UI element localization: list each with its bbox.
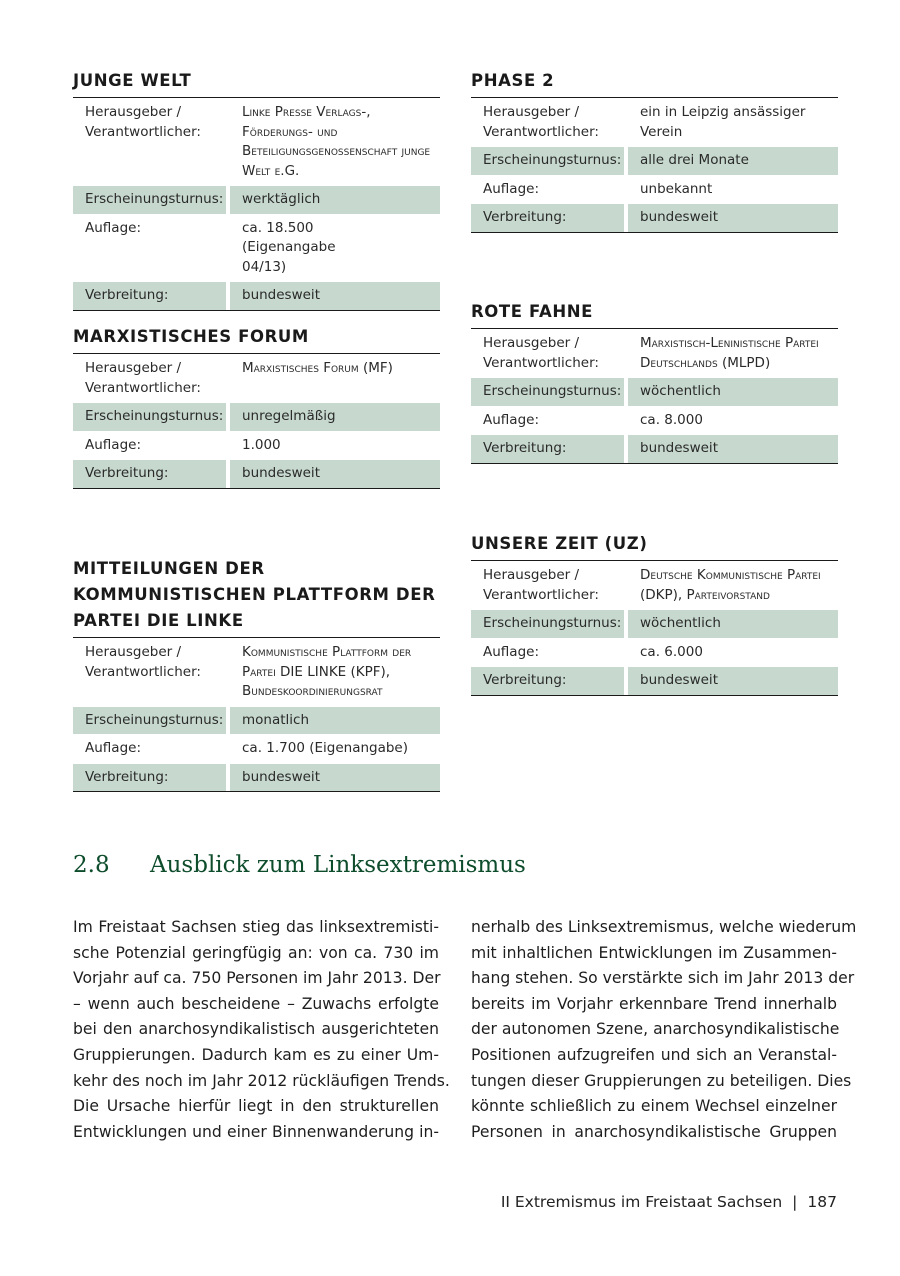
body-column-left [73,915,450,1145]
row-key: Erscheinungsturnus: [471,147,624,175]
text-line: tungen dieser Gruppierungen zu beteiligen. Dies [471,1071,852,1090]
row-value: Marxistisch-Leninistische Partei Deutschlands (MLPD) [640,335,819,371]
row-value: werktäglich [230,186,440,214]
box-title: JUNGE WELT [73,68,440,98]
row-value: ca. 6.000 [640,643,703,660]
row-value: wöchentlich [628,610,838,638]
text-line: Gruppierungen. Dadurch kam es zu einer Um- [73,1045,439,1064]
row-verbreitung [471,667,838,696]
row-value: unbekannt [640,180,713,197]
row-verbreitung [73,282,440,311]
row-key: Herausgeber / Verantwortlicher: [483,567,599,603]
info-box-mitteilungen-kpf [73,556,440,792]
text-line: kehr des noch im Jahr 2012 rückläufigen Trends. [73,1071,450,1090]
text-line: Positionen aufzugreifen und sich an Veranstal- [471,1045,837,1064]
text-line: könnte schließlich zu einem Wechsel einzelner [471,1097,837,1116]
row-value: bundesweit [230,764,440,792]
text-line: mit inhaltlichen Entwicklungen im Zusammen- [471,943,837,962]
text-line: – wenn auch bescheidene – Zuwachs erfolgte [73,994,439,1013]
section-title: Ausblick zum Linksextremismus [150,852,526,878]
info-box-phase-2 [471,68,838,233]
row-turnus [73,186,440,214]
row-herausgeber [73,355,440,402]
info-box-rote-fahne [471,299,838,464]
row-key: Erscheinungsturnus: [73,707,226,735]
row-verbreitung [73,764,440,793]
row-value: bundesweit [628,667,838,695]
row-value: ca. 18.500 (Eigenangabe 04/13) [242,219,336,275]
page-number: 187 [807,1193,837,1211]
row-turnus [471,610,838,638]
row-auflage [73,215,440,282]
row-auflage [73,735,440,763]
row-value: ca. 1.700 (Eigenangabe) [242,740,409,756]
row-auflage [471,639,838,667]
row-key: Auflage: [483,411,539,428]
row-value: Kommunistische Plattform der Partei DIE LINKE (KPF), Bundeskoordinierungsrat [242,644,412,699]
box-title: UNSERE ZEIT (UZ) [471,531,838,561]
row-key: Erscheinungsturnus: [471,378,624,406]
footer-chapter: II Extremismus im Freistaat Sachsen [500,1193,783,1211]
text-line: sche Potenzial geringfügig an: von ca. 730 im [73,943,439,962]
row-value: 1.000 [242,436,281,453]
text-line: hang stehen. So verstärkte sich im Jahr 2013 der [471,969,855,988]
row-herausgeber [73,639,440,706]
row-value: monatlich [230,707,440,735]
row-value: bundesweit [230,282,440,310]
row-turnus [471,147,838,175]
row-auflage [471,176,838,204]
row-key: Erscheinungsturnus: [73,403,226,431]
body-column-right [471,915,857,1145]
row-auflage [471,407,838,435]
row-value: bundesweit [230,460,440,488]
row-value: Marxistisches Forum (MF) [242,360,393,376]
box-title: PHASE 2 [471,68,838,98]
text-line: bereits im Vorjahr erkennbare Trend innerhalb [471,994,837,1013]
text-line: Die Ursache hierfür liegt in den strukturellen [73,1097,439,1116]
section-heading [73,852,526,878]
row-key: Auflage: [85,740,141,756]
row-key: Herausgeber / Verantwortlicher: [85,104,201,140]
box-title: ROTE FAHNE [471,299,838,329]
text-line: nerhalb des Linksextremismus, welche wiederum [471,918,857,936]
row-key: Herausgeber / Verantwortlicher: [85,360,201,396]
row-value: alle drei Monate [628,147,838,175]
row-value: bundesweit [628,204,838,232]
box-title: MARXISTISCHES FORUM [73,324,440,354]
row-value: bundesweit [628,435,838,463]
row-key: Herausgeber / Verantwortlicher: [483,335,599,371]
row-value: Deutsche Kommunistische Partei (DKP), Parteivorstand [640,567,821,603]
row-key: Auflage: [85,436,141,453]
row-key: Verbreitung: [73,764,226,792]
text-line: der autonomen Szene, anarchosyndikalistische [471,1020,840,1039]
row-key: Verbreitung: [471,204,624,232]
row-key: Verbreitung: [73,460,226,488]
row-value: unregelmäßig [230,403,440,431]
page-footer [501,1193,837,1211]
info-box-unsere-zeit [471,531,838,696]
row-herausgeber [73,99,440,185]
row-value: ca. 8.000 [640,411,703,428]
text-line: Im Freistaat Sachsen stieg das linksextremisti- [73,918,439,936]
row-key: Verbreitung: [471,667,624,695]
section-number: 2.8 [73,852,110,878]
row-herausgeber [471,99,838,146]
row-key: Auflage: [85,219,141,236]
row-turnus [471,378,838,406]
row-key: Verbreitung: [73,282,226,310]
row-herausgeber [471,330,838,377]
row-auflage [73,432,440,460]
row-verbreitung [471,435,838,464]
row-verbreitung [471,204,838,233]
text-line: Personen in anarchosyndikalistische Gruppen [471,1122,837,1141]
row-herausgeber [471,562,838,609]
info-box-marxistisches-forum [73,324,440,489]
row-key: Herausgeber / Verantwortlicher: [483,104,599,140]
row-value: ein in Leipzig ansässiger Verein [640,104,806,140]
info-box-junge-welt [73,68,440,311]
row-key: Erscheinungsturnus: [73,186,226,214]
row-verbreitung [73,460,440,489]
row-key: Auflage: [483,180,539,197]
row-turnus [73,707,440,735]
row-key: Verbreitung: [471,435,624,463]
row-key: Auflage: [483,643,539,660]
box-title: MITTEILUNGEN DER KOMMUNISTISCHEN PLATTFORM DER PARTEI DIE LINKE [73,556,440,638]
row-key: Herausgeber / Verantwortlicher: [85,644,201,680]
footer-separator: | [792,1193,798,1211]
text-line: Vorjahr auf ca. 750 Personen im Jahr 2013. Der [73,969,441,988]
text-line: Entwicklungen und einer Binnenwanderung in- [73,1122,439,1141]
row-value: Linke Presse Verlags-, Förderungs- und Beteiligungsgenossenschaft junge Welt e.G. [242,104,431,179]
row-key: Erscheinungsturnus: [471,610,624,638]
text-line: bei den anarchosyndikalistisch ausgerichteten [73,1020,439,1039]
row-turnus [73,403,440,431]
row-value: wöchentlich [628,378,838,406]
